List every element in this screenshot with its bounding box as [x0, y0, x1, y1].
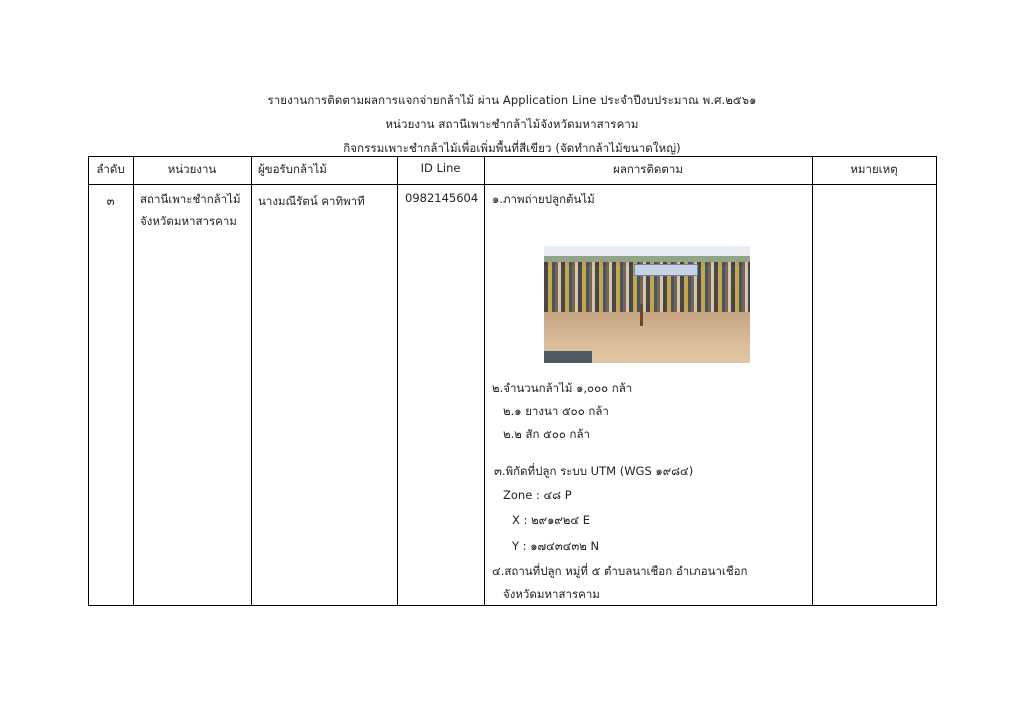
column-header-agency: หน่วยงาน — [167, 162, 217, 176]
column-header-note: หมายเหตุ — [850, 162, 898, 176]
column-header-followup: ผลการติดตาม — [613, 162, 683, 176]
report-title: รายงานการติดตามผลการแจกจ่ายกล้าไม้ ผ่าน Application Line ประจำปีงบประมาณ พ.ศ.๒๕๖๑ — [267, 93, 757, 107]
followup-place-line2: จังหวัดมหาสารคาม — [503, 587, 600, 601]
col-divider-2 — [251, 156, 252, 606]
table-border-bottom — [88, 605, 937, 606]
row-order: ๓ — [106, 194, 115, 208]
followup-coord-heading: ๓.พิกัดที่ปลูก ระบบ UTM (WGS ๑๙๘๔) — [494, 464, 694, 478]
col-divider-5 — [812, 156, 813, 606]
agency-title: หน่วยงาน สถานีเพาะชำกล้าไม้จังหวัดมหาสารคาม — [385, 117, 639, 131]
table-border-right — [936, 156, 937, 606]
row-requester: นางมณีรัตน์ คาทิพาที — [258, 194, 365, 208]
followup-count-item-2: ๒.๒ สัก ๕๐๐ กล้า — [503, 427, 590, 441]
followup-photo-heading: ๑.ภาพถ่ายปลูกต้นไม้ — [492, 192, 595, 206]
col-divider-4 — [484, 156, 485, 606]
table-border-left — [88, 156, 89, 606]
activity-title: กิจกรรมเพาะชำกล้าไม้เพื่อเพิ่มพื้นที่สีเขียว (จัดทำกล้าไม้ขนาดใหญ่) — [343, 141, 681, 155]
row-agency-line1: สถานีเพาะชำกล้าไม้ — [140, 192, 241, 206]
followup-zone: Zone : ๔๘ P — [503, 488, 572, 502]
column-header-requester: ผู้ขอรับกล้าไม้ — [258, 162, 327, 176]
col-divider-1 — [133, 156, 134, 606]
tree-planting-photo — [544, 246, 750, 363]
followup-place-line1: ๔.สถานที่ปลูก หมู่ที่ ๕ ตำบลนาเชือก อำเภอนาเชือก — [492, 564, 748, 578]
followup-x: X : ๒๙๑๙๒๔ E — [512, 513, 590, 527]
row-id-line: 0982145604 — [405, 191, 479, 205]
followup-count-heading: ๒.จำนวนกล้าไม้ ๑,๐๐๐ กล้า — [492, 381, 633, 395]
col-divider-3 — [397, 156, 398, 606]
table-header-divider — [88, 184, 937, 185]
column-header-order: ลำดับ — [96, 162, 125, 176]
followup-count-item-1: ๒.๑ ยางนา ๕๐๐ กล้า — [503, 404, 609, 418]
column-header-id-line: ID Line — [420, 161, 461, 175]
row-agency-line2: จังหวัดมหาสารคาม — [140, 214, 237, 228]
table-border-top — [88, 156, 937, 157]
followup-y: Y : ๑๗๔๓๔๓๒ N — [512, 539, 600, 553]
